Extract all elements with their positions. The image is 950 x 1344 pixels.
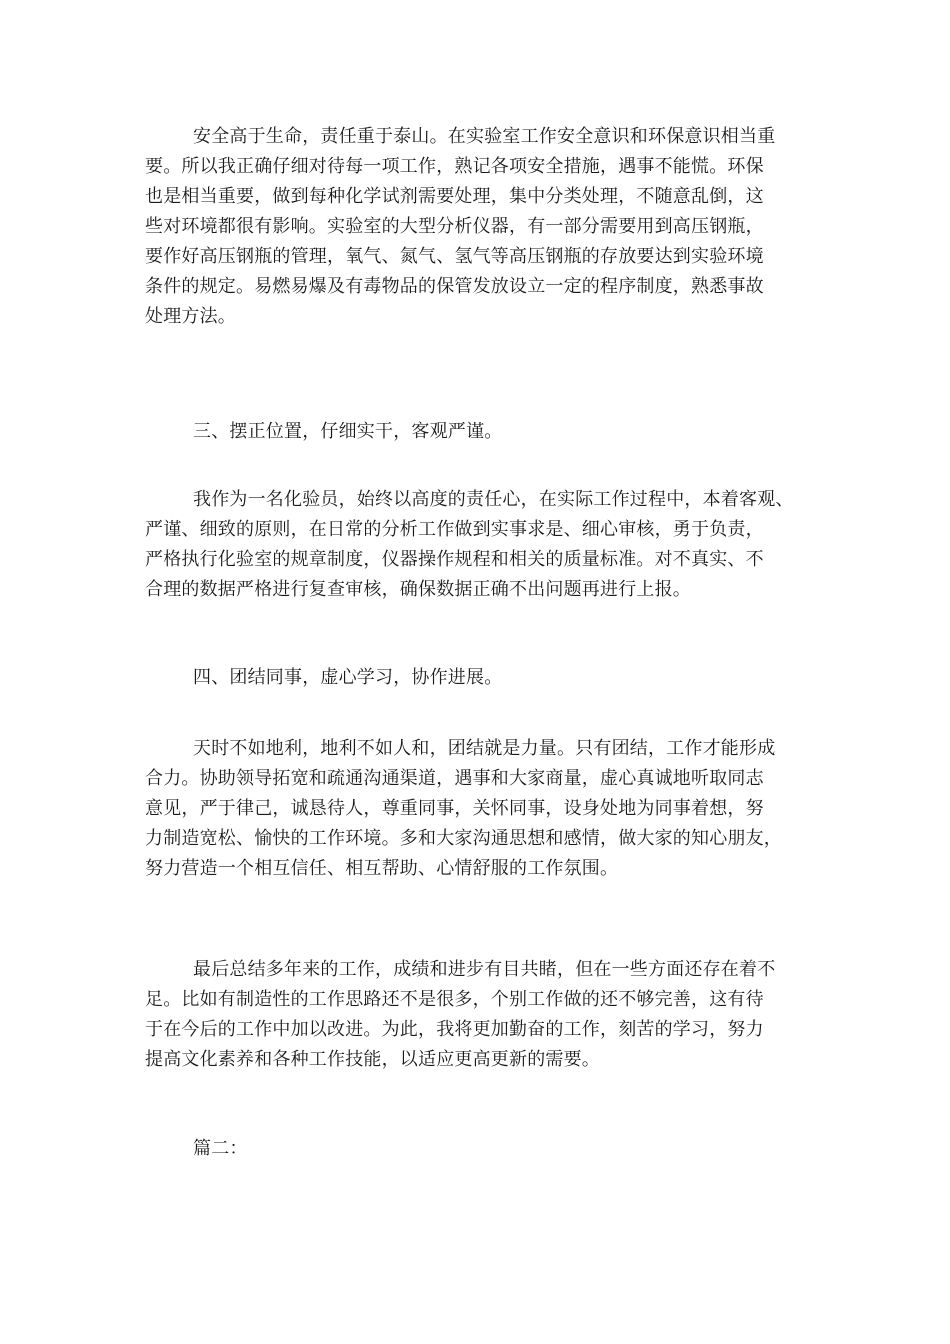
paragraph-line: 努力营造一个相互信任、相互帮助、心情舒服的工作氛围。 [145, 858, 619, 879]
paragraph-line: 力制造宽松、愉快的工作环境。多和大家沟通思想和感情，做大家的知心朋友， [145, 828, 782, 849]
paragraph-teamwork [145, 734, 782, 884]
paragraph-line: 也是相当重要，做到每种化学试剂需要处理，集中分类处理，不随意乱倒，这 [145, 186, 764, 207]
paragraph-line: 要作好高压钢瓶的管理，氧气、氮气、氢气等高压钢瓶的存放要达到实验环境 [145, 246, 764, 267]
paragraph-line: 于在今后的工作中加以改进。为此，我将更加勤奋的工作，刻苦的学习，努力 [145, 1019, 764, 1040]
section-heading-four [145, 663, 502, 693]
part-two-heading [145, 1134, 248, 1164]
paragraph-line: 严谨、细致的原则，在日常的分析工作做到实事求是、细心审核，勇于负责， [145, 519, 764, 540]
paragraph-conclusion [145, 955, 775, 1075]
paragraph-line: 足。比如有制造性的工作思路还不是很多，个别工作做的还不够完善，这有待 [145, 989, 764, 1010]
paragraph-line: 提高文化素养和各种工作技能，以适应更高更新的需要。 [145, 1049, 600, 1070]
paragraph-line: 意见，严于律己，诚恳待人，尊重同事，关怀同事，设身处地为同事着想，努 [145, 798, 764, 819]
paragraph-line: 些对环境都很有影响。实验室的大型分析仪器，有一部分需要用到高压钢瓶， [145, 216, 764, 237]
paragraph-line: 条件的规定。易燃易爆及有毒物品的保管发放设立一定的程序制度，熟悉事故 [145, 276, 764, 297]
paragraph-line: 安全高于生命，责任重于泰山。在实验室工作安全意识和环保意识相当重 [193, 126, 776, 147]
paragraph-line: 处理方法。 [145, 306, 236, 327]
paragraph-line: 要。所以我正确仔细对待每一项工作，熟记各项安全措施，遇事不能慌。环保 [145, 156, 764, 177]
heading-line: 四、团结同事，虚心学习，协作进展。 [193, 667, 503, 688]
paragraph-line: 最后总结多年来的工作，成绩和进步有目共睹，但在一些方面还存在着不 [193, 959, 776, 980]
section-heading-three [145, 417, 502, 447]
paragraph-safety [145, 122, 775, 332]
paragraph-responsibility [145, 485, 794, 605]
paragraph-line: 合理的数据严格进行复查审核，确保数据正确不出问题再进行上报。 [145, 579, 691, 600]
paragraph-line: 严格执行化验室的规章制度，仪器操作规程和相关的质量标准。对不真实、不 [145, 549, 764, 570]
paragraph-line: 天时不如地利，地利不如人和，团结就是力量。只有团结，工作才能形成 [193, 738, 776, 759]
heading-line: 篇二： [193, 1138, 248, 1159]
heading-line: 三、摆正位置，仔细实干，客观严谨。 [193, 421, 503, 442]
paragraph-line: 我作为一名化验员，始终以高度的责任心，在实际工作过程中，本着客观、 [193, 489, 794, 510]
paragraph-line: 合力。协助领导拓宽和疏通沟通渠道，遇事和大家商量，虚心真诚地听取同志 [145, 768, 764, 789]
